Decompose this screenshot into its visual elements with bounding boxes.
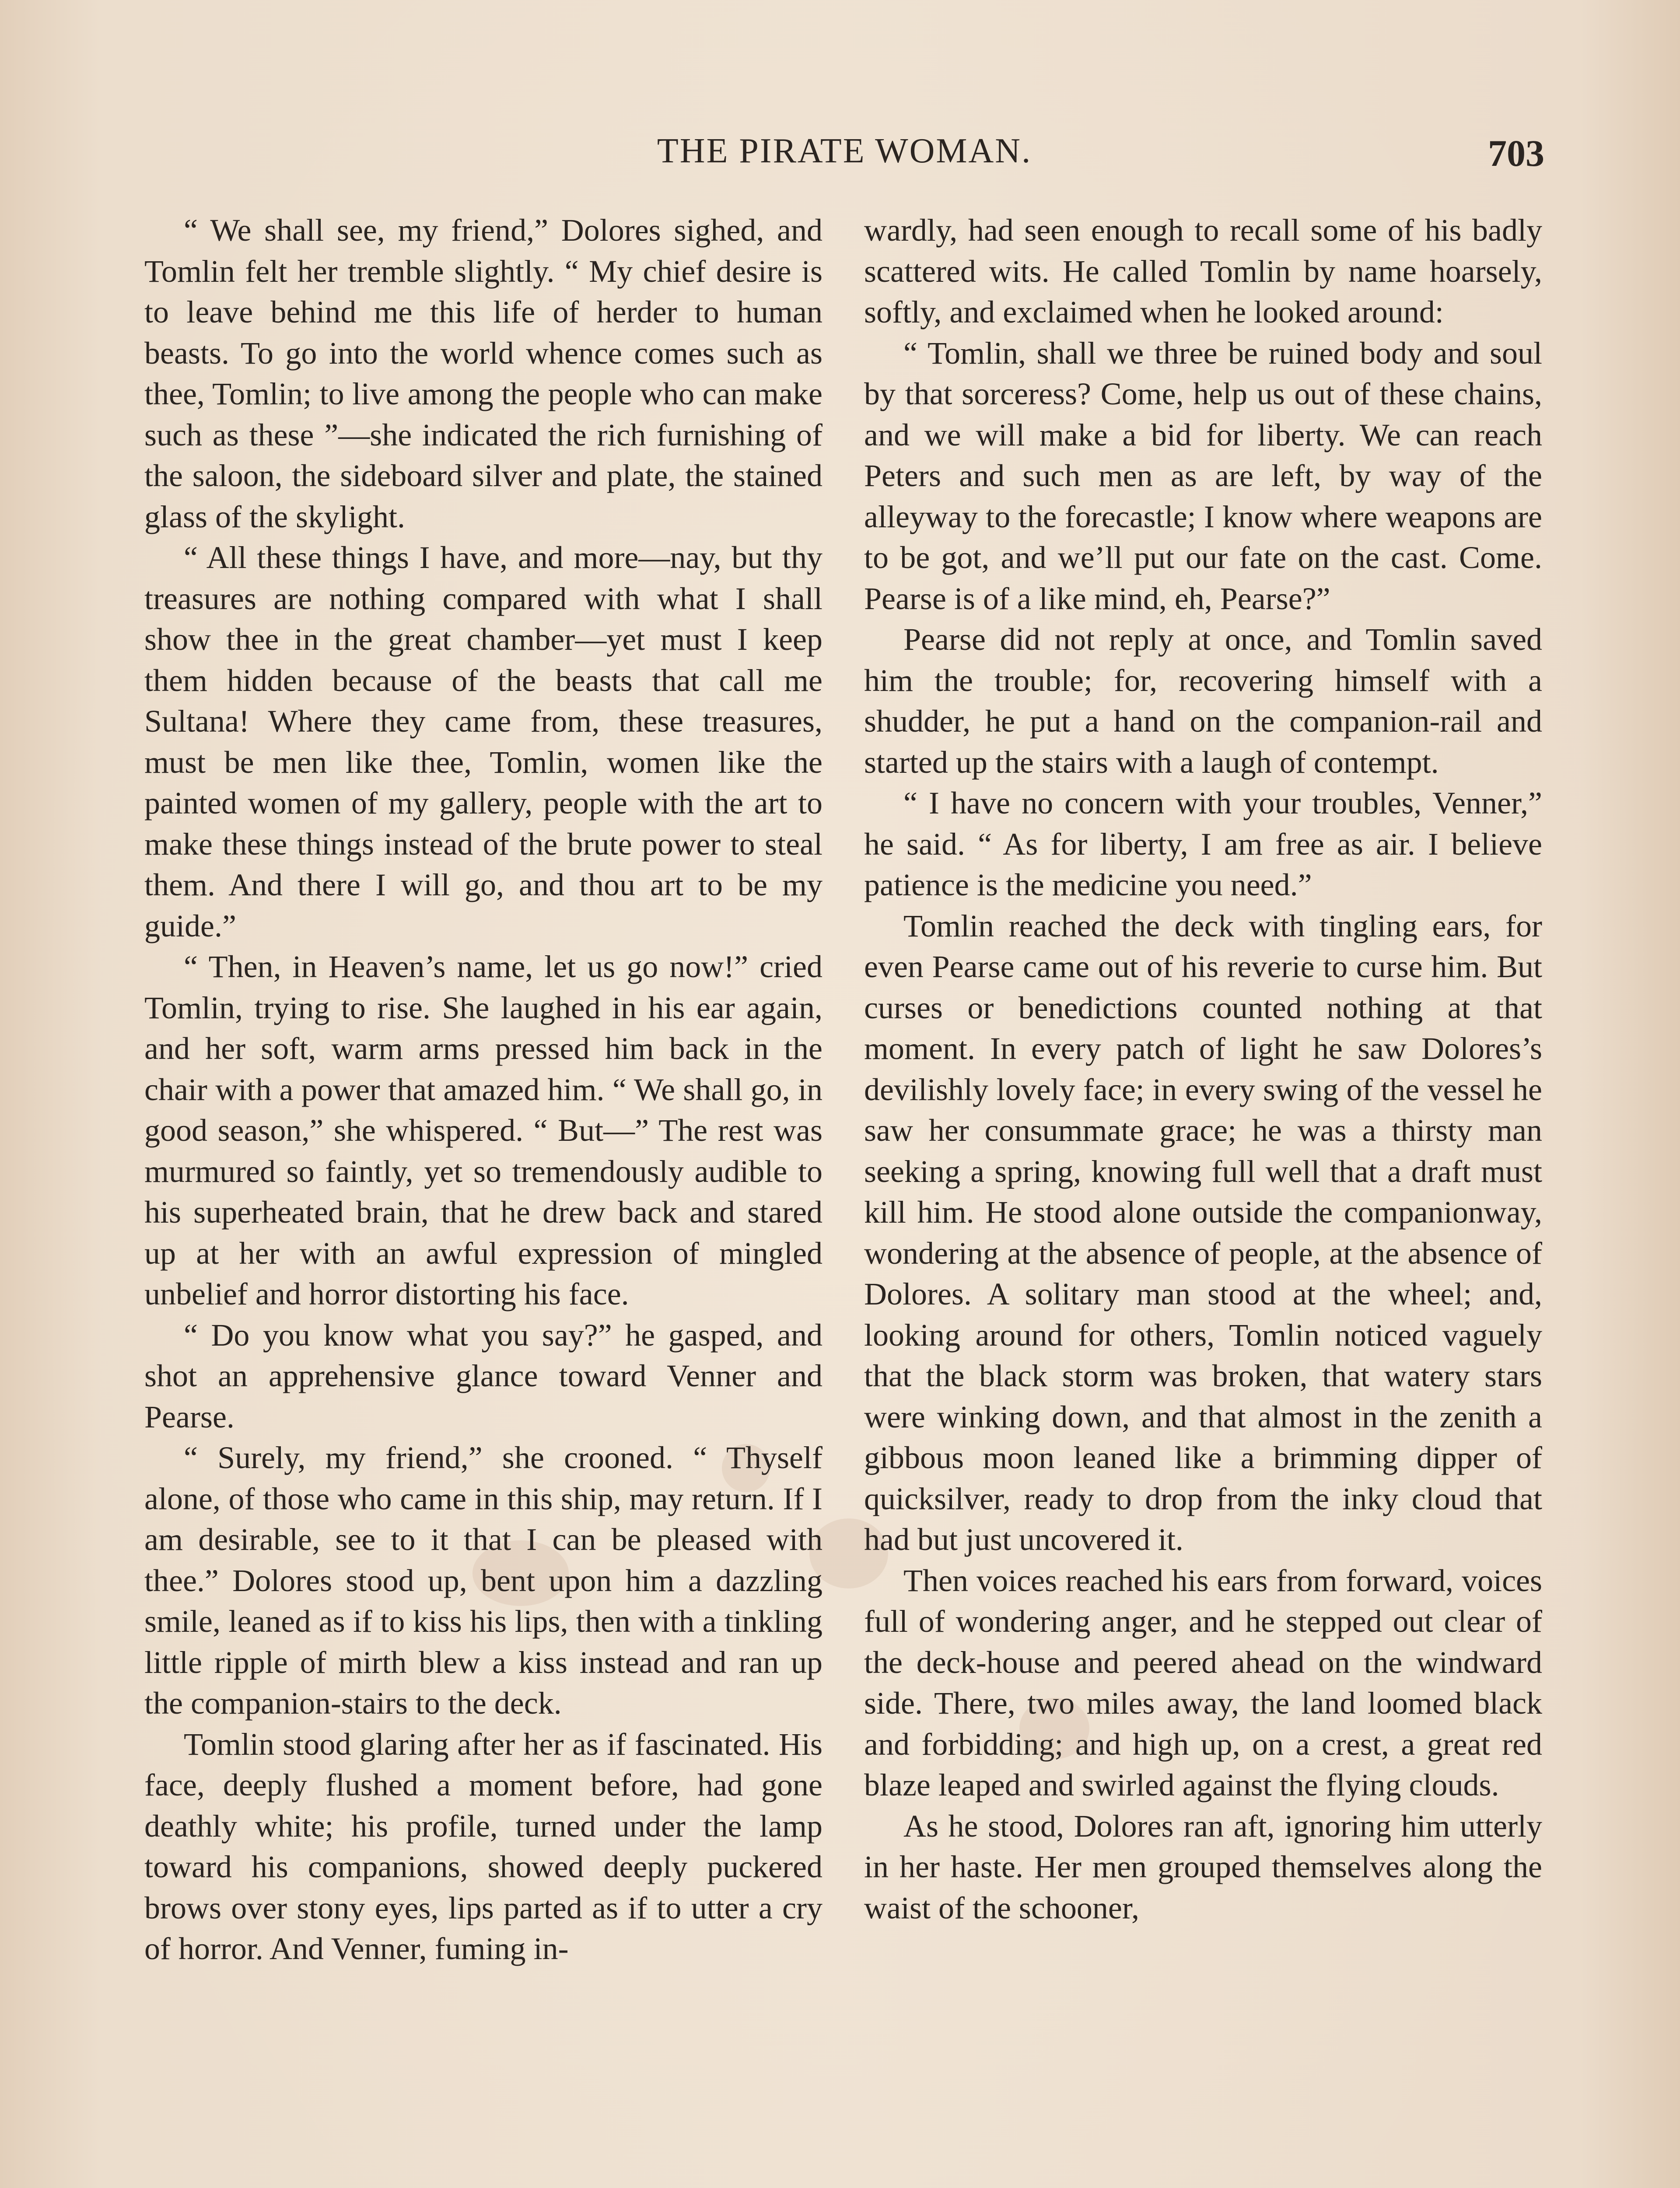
running-head: THE PIRATE WOMAN. xyxy=(657,132,1032,170)
paragraph: “ Tomlin, shall we three be ruined body and soul by that sorceress? Come, help us out of these chains, and we will make a bid for liberty. We can reach Peters and such men as are left, by way of the alleyway to the forecastle; I know where weapons are to be got, and we’ll put our fate on the cast. Come. Pearse is of a like mind, eh, Pearse?” xyxy=(864,335,1542,616)
paragraph: Pearse did not reply at once, and Tomlin saved him the trouble; for, recovering himself with a shudder, he put a hand on the companion-rail and started up the stairs with a laugh of contempt. xyxy=(864,622,1542,780)
page-number: 703 xyxy=(1488,132,1544,174)
paragraph: “ We shall see, my friend,” Dolores sighed, and Tomlin felt her tremble slightly. “ My chief desire is to leave behind me this life of herder to human beasts. To go into the world whence comes such as thee, Tomlin; to live among the people who can make such as these ”—she indicated the rich furnishing of the saloon, the sideboard silver and plate, the stained glass of the skylight. xyxy=(144,213,822,534)
paragraph: Then voices reached his ears from forward, voices full of wondering anger, and he stepped out clear of the deck-house and peered ahead on the windward side. There, two miles away, the land loomed black and forbidding; and high up, on a crest, a great red blaze leaped and swirled against the flying clouds. xyxy=(864,1563,1542,1802)
page-header xyxy=(144,131,1544,188)
paragraph: “ Then, in Heaven’s name, let us go now!” cried Tomlin, trying to rise. She laughed in his ear again, and her soft, warm arms pressed him back in the chair with a power that amazed him. “ We shall go, in good season,” she whispered. “ But—” The rest was murmured so faintly, yet so tremendously audible to his superheated brain, that he drew back and stared up at her with an awful expression of mingled unbelief and horror distorting his face. xyxy=(144,949,822,1311)
paragraph: “ I have no concern with your troubles, Venner,” he said. “ As for liberty, I am free as air. I believe patience is the medicine you need.” xyxy=(864,785,1542,902)
left-text-column xyxy=(144,210,822,1970)
paragraph: “ Surely, my friend,” she crooned. “ Thyself alone, of those who came in this ship, may return. If I am desirable, see to it that I can be pleased with thee.” Dolores stood up, bent upon him a dazzling smile, leaned as if to kiss his lips, then with a tinkling little ripple of mirth blew a kiss instead and ran up the companion-stairs to the deck. xyxy=(144,1440,822,1721)
paragraph: “ All these things I have, and more—nay, but thy treasures are nothing compared with what I shall show thee in the great chamber—yet must I keep them hidden because of the beasts that call me Sultana! Where they came from, these treasures, must be men like thee, Tomlin, women like the painted women of my gallery, people with the art to make these things instead of the brute power to steal them. And there I will go, and thou art to be my guide.” xyxy=(144,540,822,943)
paragraph: “ Do you know what you say?” he gasped, and shot an apprehensive glance toward Venner and Pearse. xyxy=(144,1317,822,1434)
right-text-column xyxy=(864,210,1542,1929)
paragraph: Tomlin stood glaring after her as if fascinated. His face, deeply flushed a moment before, had gone deathly white; his profile, turned under the lamp toward his companions, showed deeply puckered brows over stony eyes, lips parted as if to utter a cry of horror. And Venner, fuming in- xyxy=(144,1726,822,1966)
paragraph: Tomlin reached the deck with tingling ears, for even Pearse came out of his reverie to curse him. But curses or benedictions counted nothing at that moment. In every patch of light he saw Dolores’s devilishly lovely face; in every swing of the vessel he saw her consummate grace; he was a thirsty man seeking a spring, knowing full well that a draft must kill him. He stood alone outside the companionway, wondering at the absence of people, at the absence of Dolores. A solitary man stood at the wheel; and, looking around for others, Tomlin noticed vaguely that the black storm was broken, that watery stars were winking down, and that almost in the zenith a gibbous moon leaned like a brimming dipper of quicksilver, ready to drop from the inky cloud that had but just uncovered it. xyxy=(864,908,1542,1557)
paragraph: As he stood, Dolores ran aft, ignoring him utterly in her haste. Her men grouped themselves along the waist of the schooner, xyxy=(864,1808,1542,1925)
paragraph: wardly, had seen enough to recall some of his badly scattered wits. He called Tomlin by name hoarsely, softly, and exclaimed when he looked around: xyxy=(864,213,1542,330)
